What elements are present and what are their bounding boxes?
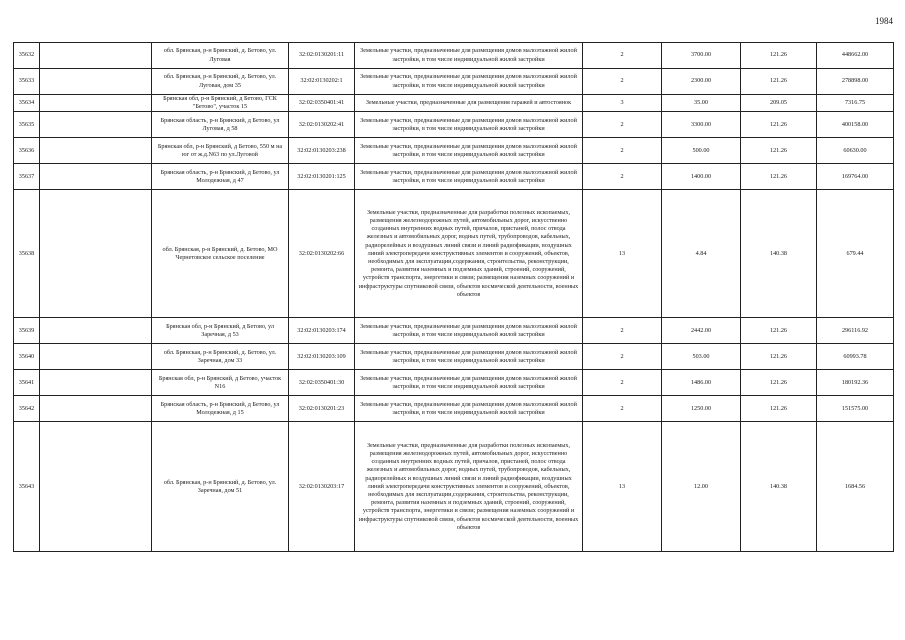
rate-cell: 121.26 <box>741 396 817 422</box>
table-row <box>14 43 894 69</box>
land-use-purpose-cell: Земельные участки, предназначенные для разработки полезных ископаемых, размещения железнодорожных путей, автомобильных дорог, искусственно созданных внутренних водных путей, причалов, пристаней, полос отвода железных и автомобильных дорог, водных путей, трубопроводов, кабельных, радиорелейных и воздушных линий связи и линий радиофикации, воздушных линий электропередачи конструктивных элементов и сооружений, объектов, необходимых для эксплуатации,содержания, строительства, реконструкции, ремонта, развития наземных и подземных зданий, строений, сооружений, устройств транспорта, энергетики и связи; размещения наземных сооружений и инфраструктуры спутниковой связи, объектов космической деятельности, военных объектов <box>355 190 583 318</box>
table-body <box>14 43 894 552</box>
cadastral-value-cell: 60630.00 <box>817 138 894 164</box>
cadastral-value-cell: 296116.92 <box>817 318 894 344</box>
rate-cell: 121.26 <box>741 43 817 69</box>
cadastral-value-cell: 400158.00 <box>817 112 894 138</box>
address-cell: Брянская область, р-н Брянский, д Бетово, ул Луговая, д 58 <box>152 112 289 138</box>
land-use-purpose-cell: Земельные участки, предназначенные для размещения домов малоэтажной жилой застройки, в том числе индивидуальной жилой застройки <box>355 164 583 190</box>
rate-cell: 209.05 <box>741 95 817 112</box>
land-use-purpose-cell: Земельные участки, предназначенные для размещения домов малоэтажной жилой застройки, в том числе индивидуальной жилой застройки <box>355 370 583 396</box>
area-cell: 35.00 <box>662 95 741 112</box>
address-cell: обл. Брянская, р-н Брянский, д. Бетово, ул. Заречная, дом 51 <box>152 422 289 552</box>
blank-cell <box>40 138 152 164</box>
group-cell: 2 <box>583 318 662 344</box>
group-cell: 13 <box>583 190 662 318</box>
address-cell: Брянская обл, р-н Брянский, д Бетово, ГСК "Бетово", участок 15 <box>152 95 289 112</box>
cadastral-number-cell: 32:02:0130203:238 <box>289 138 355 164</box>
area-cell: 500.00 <box>662 138 741 164</box>
area-cell: 3700.00 <box>662 43 741 69</box>
cadastral-number-cell: 32:02:0350401:30 <box>289 370 355 396</box>
address-cell: Брянская обл, р-н Брянский, д Бетово, ул Заречная, д 53 <box>152 318 289 344</box>
address-cell: обл. Брянская, р-н Брянский, д. Бетово, МО Чернетовское сельское поселение <box>152 190 289 318</box>
table-row <box>14 190 894 318</box>
land-use-purpose-cell: Земельные участки, предназначенные для размещения домов малоэтажной жилой застройки, в том числе индивидуальной жилой застройки <box>355 43 583 69</box>
area-cell: 1486.00 <box>662 370 741 396</box>
table-row <box>14 396 894 422</box>
blank-cell <box>40 318 152 344</box>
land-use-purpose-cell: Земельные участки, предназначенные для размещения домов малоэтажной жилой застройки, в том числе индивидуальной жилой застройки <box>355 138 583 164</box>
table-row <box>14 370 894 396</box>
row-id-cell: 35634 <box>14 95 40 112</box>
rate-cell: 121.26 <box>741 370 817 396</box>
area-cell: 2300.00 <box>662 69 741 95</box>
cadastral-number-cell: 32:02:0350401:41 <box>289 95 355 112</box>
land-use-purpose-cell: Земельные участки, предназначенные для размещения домов малоэтажной жилой застройки, в том числе индивидуальной жилой застройки <box>355 318 583 344</box>
table-row <box>14 422 894 552</box>
cadastral-number-cell: 32:02:0130203:17 <box>289 422 355 552</box>
group-cell: 2 <box>583 138 662 164</box>
table-row <box>14 69 894 95</box>
address-cell: Брянская область, р-н Брянский, д Бетово, ул Молодежная, д 47 <box>152 164 289 190</box>
blank-cell <box>40 95 152 112</box>
land-use-purpose-cell: Земельные участки, предназначенные для размещения домов малоэтажной жилой застройки, в том числе индивидуальной жилой застройки <box>355 344 583 370</box>
cadastral-value-cell: 60993.78 <box>817 344 894 370</box>
cadastral-value-cell: 679.44 <box>817 190 894 318</box>
table-row <box>14 344 894 370</box>
address-cell: обл. Брянская, р-н Брянский, д. Бетово, ул. Луговая <box>152 43 289 69</box>
rate-cell: 140.38 <box>741 422 817 552</box>
group-cell: 3 <box>583 95 662 112</box>
blank-cell <box>40 69 152 95</box>
row-id-cell: 35641 <box>14 370 40 396</box>
area-cell: 1400.00 <box>662 164 741 190</box>
rate-cell: 140.38 <box>741 190 817 318</box>
rate-cell: 121.26 <box>741 164 817 190</box>
cadastral-number-cell: 32:02:0130201:23 <box>289 396 355 422</box>
group-cell: 2 <box>583 43 662 69</box>
area-cell: 3300.00 <box>662 112 741 138</box>
table-row <box>14 164 894 190</box>
row-id-cell: 35638 <box>14 190 40 318</box>
blank-cell <box>40 422 152 552</box>
land-use-purpose-cell: Земельные участки, предназначенные для размещения домов малоэтажной жилой застройки, в том числе индивидуальной жилой застройки <box>355 396 583 422</box>
blank-cell <box>40 396 152 422</box>
table-row <box>14 95 894 112</box>
rate-cell: 121.26 <box>741 69 817 95</box>
land-use-purpose-cell: Земельные участки, предназначенные для размещения домов малоэтажной жилой застройки, в том числе индивидуальной жилой застройки <box>355 112 583 138</box>
rate-cell: 121.26 <box>741 344 817 370</box>
address-cell: Брянская область, р-н Брянский, д Бетово, ул Молодежная, д 15 <box>152 396 289 422</box>
blank-cell <box>40 112 152 138</box>
address-cell: Брянская обл, р-н Брянский, д Бетово, 550 м на юг от ж.д.N63 по ул.Луговой <box>152 138 289 164</box>
table-row <box>14 112 894 138</box>
area-cell: 12.00 <box>662 422 741 552</box>
blank-cell <box>40 370 152 396</box>
address-cell: Брянская обл, р-н Брянский, д Бетово, участок N16 <box>152 370 289 396</box>
cadastral-number-cell: 32:02:0130202:66 <box>289 190 355 318</box>
cadastral-value-cell: 448662.00 <box>817 43 894 69</box>
land-use-purpose-cell: Земельные участки, предназначенные для размещения гаражей и автостоянок <box>355 95 583 112</box>
group-cell: 2 <box>583 69 662 95</box>
address-cell: обл. Брянская, р-н Брянский, д. Бетово, ул. Луговая, дом 35 <box>152 69 289 95</box>
row-id-cell: 35640 <box>14 344 40 370</box>
page-number: 1984 <box>875 16 893 26</box>
row-id-cell: 35633 <box>14 69 40 95</box>
rate-cell: 121.26 <box>741 112 817 138</box>
group-cell: 2 <box>583 370 662 396</box>
group-cell: 2 <box>583 344 662 370</box>
group-cell: 2 <box>583 112 662 138</box>
cadastral-value-cell: 180192.36 <box>817 370 894 396</box>
row-id-cell: 35643 <box>14 422 40 552</box>
cadastral-number-cell: 32:02:0130202:1 <box>289 69 355 95</box>
cadastral-number-cell: 32:02:0130201:125 <box>289 164 355 190</box>
cadastral-value-cell: 278898.00 <box>817 69 894 95</box>
land-registry-table <box>13 42 894 552</box>
table-row <box>14 318 894 344</box>
cadastral-value-cell: 1684.56 <box>817 422 894 552</box>
row-id-cell: 35642 <box>14 396 40 422</box>
cadastral-value-cell: 7316.75 <box>817 95 894 112</box>
table-row <box>14 138 894 164</box>
area-cell: 2442.00 <box>662 318 741 344</box>
group-cell: 2 <box>583 396 662 422</box>
cadastral-value-cell: 169764.00 <box>817 164 894 190</box>
row-id-cell: 35637 <box>14 164 40 190</box>
blank-cell <box>40 190 152 318</box>
area-cell: 503.00 <box>662 344 741 370</box>
row-id-cell: 35635 <box>14 112 40 138</box>
area-cell: 4.84 <box>662 190 741 318</box>
group-cell: 13 <box>583 422 662 552</box>
cadastral-number-cell: 32:02:0130203:109 <box>289 344 355 370</box>
row-id-cell: 35636 <box>14 138 40 164</box>
rate-cell: 121.26 <box>741 138 817 164</box>
cadastral-number-cell: 32:02:0130202:41 <box>289 112 355 138</box>
blank-cell <box>40 344 152 370</box>
cadastral-number-cell: 32:02:0130203:174 <box>289 318 355 344</box>
rate-cell: 121.26 <box>741 318 817 344</box>
cadastral-value-cell: 151575.00 <box>817 396 894 422</box>
cadastral-number-cell: 32:02:0130201:11 <box>289 43 355 69</box>
group-cell: 2 <box>583 164 662 190</box>
row-id-cell: 35632 <box>14 43 40 69</box>
blank-cell <box>40 164 152 190</box>
area-cell: 1250.00 <box>662 396 741 422</box>
row-id-cell: 35639 <box>14 318 40 344</box>
blank-cell <box>40 43 152 69</box>
address-cell: обл. Брянская, р-н Брянский, д. Бетово, ул. Заречная, дом 33 <box>152 344 289 370</box>
land-use-purpose-cell: Земельные участки, предназначенные для размещения домов малоэтажной жилой застройки, в том числе индивидуальной жилой застройки <box>355 69 583 95</box>
land-use-purpose-cell: Земельные участки, предназначенные для разработки полезных ископаемых, размещения железнодорожных путей, автомобильных дорог, искусственно созданных внутренних водных путей, причалов, пристаней, полос отвода железных и автомобильных дорог, водных путей, трубопроводов, кабельных, радиорелейных и воздушных линий связи и линий радиофикации, воздушных линий электропередачи конструктивных элементов и сооружений, объектов, необходимых для эксплуатации,содержания, строительства, реконструкции, ремонта, развития наземных и подземных зданий, строений, сооружений, устройств транспорта, энергетики и связи; размещения наземных сооружений и инфраструктуры спутниковой связи, объектов космической деятельности, военных объектов <box>355 422 583 552</box>
